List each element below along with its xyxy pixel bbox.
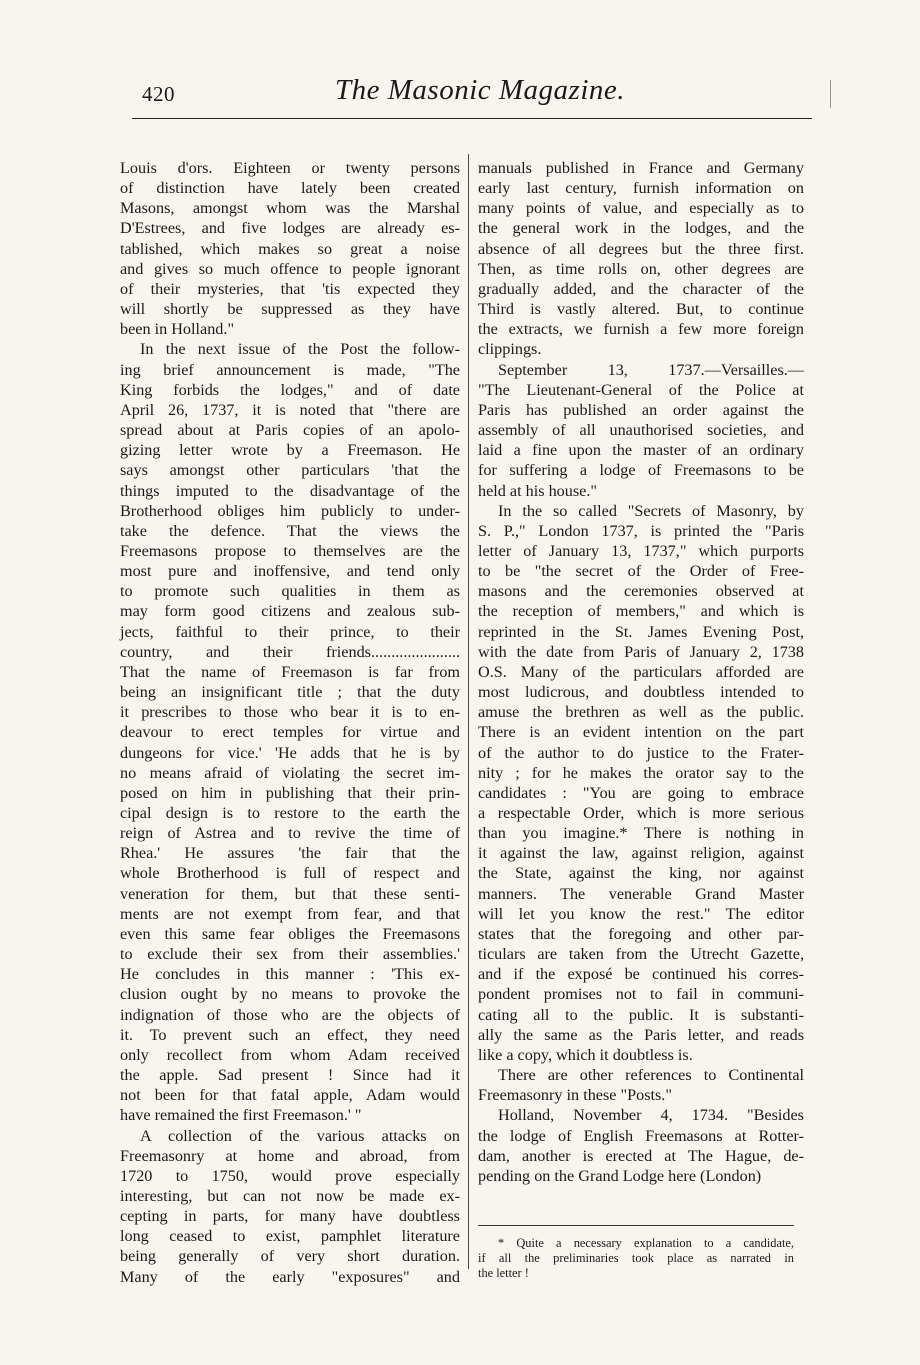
text-line: He concludes in this manner : 'This ex-	[120, 965, 460, 984]
text-line: laid a fine upon the master of an ordinary	[478, 441, 804, 460]
text-line: That the name of Freemason is far from	[120, 662, 460, 681]
text-line: than you imagine.* There is nothing in	[478, 824, 804, 843]
text-line: the extracts, we furnish a few more foreign	[478, 320, 804, 339]
footnote-line: the letter !	[478, 1266, 529, 1280]
text-line: ing brief announcement is made, "The	[120, 360, 460, 379]
footnote-line: if all the preliminaries took place as narrated in	[478, 1251, 794, 1265]
text-line: to promote such qualities in them as	[120, 582, 460, 601]
text-line: candidates : "You are going to embrace	[478, 783, 804, 802]
text-line: clusion ought by no means to provoke the	[120, 985, 460, 1004]
text-line: the apple. Sad present ! Since had it	[120, 1066, 460, 1085]
text-line: the State, against the king, nor against	[478, 864, 804, 883]
text-line: interesting, but can not now be made ex-	[120, 1186, 460, 1205]
text-line: Louis d'ors. Eighteen or twenty persons	[120, 159, 460, 177]
text-line: will shortly be suppressed as they have	[120, 300, 460, 319]
text-line: amuse the brethren as well as the public.	[478, 703, 804, 722]
text-line: There is an evident intention on the part	[478, 723, 804, 742]
text-line: even this same fear obliges the Freemasons	[120, 924, 460, 943]
text-line: dungeons for vice.' 'He adds that he is by	[120, 743, 460, 762]
text-line: 1720 to 1750, would prove especially	[120, 1166, 460, 1185]
text-line: S. P.," London 1737, is printed the "Paris	[478, 521, 804, 540]
running-title: The Masonic Magazine.	[335, 74, 625, 106]
text-line: absence of all degrees but the three first.	[478, 239, 804, 258]
footnote	[478, 1236, 794, 1281]
text-line: D'Estrees, and five lodges are already es-	[120, 219, 460, 238]
text-line: to be "the secret of the Order of Free-	[478, 562, 804, 581]
text-line: things imputed to the disadvantage of the	[120, 481, 460, 500]
header-rule	[132, 118, 812, 119]
margin-mark	[830, 80, 831, 108]
text-line: tablished, which makes so great a noise	[120, 239, 460, 258]
text-line: reign of Astrea and to revive the time of	[120, 824, 460, 843]
text-line: for suffering a lodge of Freemasons to be	[478, 461, 804, 480]
text-line: pending on the Grand Lodge here (London)	[478, 1166, 762, 1185]
text-line: assembly of all unauthorised societies, and	[478, 421, 804, 440]
text-line: A collection of the various attacks on	[140, 1126, 460, 1145]
text-line: gradually added, and the character of the	[478, 279, 804, 298]
text-line: Rhea.' He assures 'the fair that the	[120, 844, 460, 863]
text-line: In the so called "Secrets of Masonry, by	[498, 501, 804, 520]
text-line: country, and their friends......................	[120, 642, 460, 661]
text-line: being generally of very short duration.	[120, 1247, 460, 1266]
text-line: pondent promises not to fail in communi-	[478, 985, 804, 1004]
text-line: it. To prevent such an effect, they need	[120, 1025, 460, 1044]
text-line: gizing letter wrote by a Freemason. He	[120, 441, 460, 460]
text-line: King forbids the lodges," and of date	[120, 380, 460, 399]
text-line: manners. The venerable Grand Master	[478, 884, 804, 903]
text-line: letter of January 13, 1737," which purports	[478, 541, 804, 560]
text-line: early last century, furnish information on	[478, 179, 804, 198]
text-line: masons and the ceremonies observed at	[478, 582, 804, 601]
text-line: Third is vastly altered. But, to continue	[478, 300, 804, 319]
text-line: "The Lieutenant-General of the Police at	[478, 380, 804, 399]
text-line: Freemasonry at home and abroad, from	[120, 1146, 460, 1165]
text-line: of the author to do justice to the Frater-	[478, 743, 804, 762]
text-line: not been for that fatal apple, Adam would	[120, 1086, 460, 1105]
text-line: no means afraid of violating the secret im-	[120, 763, 460, 782]
text-line: Masons, amongst whom was the Marshal	[120, 199, 460, 218]
text-line: Freemasonry in these "Posts."	[478, 1086, 672, 1105]
text-line: cipal design is to restore to the earth the	[120, 804, 460, 822]
text-line: dam, another is erected at The Hague, de-	[478, 1146, 804, 1165]
text-line: most pure and inoffensive, and tend only	[120, 562, 460, 581]
text-line: There are other references to Continental	[498, 1066, 804, 1085]
text-line: posed on him in publishing that their prin-	[120, 783, 460, 802]
text-line: deavour to erect temples for virtue and	[120, 723, 460, 742]
right-column	[478, 158, 804, 1186]
text-line: may form good citizens and zealous sub-	[120, 602, 460, 621]
text-line: long ceased to exist, pamphlet literature	[120, 1227, 460, 1246]
text-line: ticulars are taken from the Utrecht Gazette,	[478, 945, 804, 964]
text-line: Freemasons propose to themselves are the	[120, 541, 460, 560]
text-line: take the defence. That the views the	[120, 521, 460, 540]
text-line: says amongst other particulars 'that the	[120, 461, 460, 480]
column-divider	[468, 154, 469, 1269]
text-line: Paris has published an order against the	[478, 400, 804, 419]
text-line: cepting in parts, for many have doubtless	[120, 1207, 460, 1226]
text-line: nity ; for he makes the orator say to the	[478, 763, 804, 782]
text-line: the lodge of English Freemasons at Rotter-	[478, 1126, 804, 1145]
text-line: Holland, November 4, 1734. "Besides	[498, 1106, 804, 1125]
text-line: ally the same as the Paris letter, and reads	[478, 1025, 804, 1044]
text-line: veneration for them, but that these senti-	[120, 884, 460, 903]
text-line: spread about at Paris copies of an apolo-	[120, 421, 460, 440]
text-line: will let you know the rest." The editor	[478, 904, 804, 923]
text-line: of their mysteries, that 'tis expected they	[120, 279, 460, 298]
text-line: clippings.	[478, 340, 542, 359]
text-line: manuals published in France and Germany	[478, 159, 804, 177]
text-line: the general work in the lodges, and the	[478, 219, 804, 238]
text-line: held at his house."	[478, 481, 598, 500]
text-line: been in Holland."	[120, 320, 235, 339]
text-line: like a copy, which it doubtless is.	[478, 1045, 693, 1064]
text-line: have remained the first Freemason.' "	[120, 1106, 362, 1125]
text-line: April 26, 1737, it is noted that "there are	[120, 400, 460, 419]
text-line: cating all to the public. It is substanti-	[478, 1005, 804, 1024]
text-line: reprinted in the St. James Evening Post,	[478, 622, 804, 641]
text-line: O.S. Many of the particulars afforded are	[478, 662, 804, 681]
text-line: a respectable Order, which is more serious	[478, 804, 804, 822]
text-line: the reception of members," and which is	[478, 602, 804, 621]
text-line: of distinction have lately been created	[120, 179, 460, 198]
text-line: being an insignificant title ; that the duty	[120, 683, 460, 702]
left-column	[120, 158, 460, 1287]
text-line: whole Brotherhood is full of respect and	[120, 864, 460, 883]
text-line: Then, as time rolls on, other degrees are	[478, 259, 804, 278]
text-line: many points of value, and especially as to	[478, 199, 804, 218]
text-line: with the date from Paris of January 2, 1738	[478, 642, 804, 661]
text-line: indignation of those who are the objects of	[120, 1005, 460, 1024]
footnote-line: * Quite a necessary explanation to a candidate,	[498, 1236, 794, 1250]
text-line: most ludicrous, and doubtless intended to	[478, 683, 804, 702]
text-line: it against the law, against religion, against	[478, 844, 804, 863]
text-line: In the next issue of the Post the follow-	[140, 340, 460, 359]
text-line: it prescribes to those who bear it is to en-	[120, 703, 460, 722]
page-number: 420	[142, 82, 175, 106]
text-line: Many of the early "exposures" and	[120, 1267, 460, 1286]
text-line: and if the exposé be continued his corres-	[478, 965, 804, 984]
text-line: ments are not exempt from fear, and that	[120, 904, 460, 923]
text-line: only recollect from whom Adam received	[120, 1045, 460, 1064]
text-line: to exclude their sex from their assemblies.'	[120, 945, 460, 964]
text-line: September 13, 1737.—Versailles.—	[498, 360, 804, 379]
text-line: jects, faithful to their prince, to their	[120, 622, 460, 641]
text-line: states that the foregoing and other par-	[478, 924, 804, 943]
footnote-rule	[478, 1225, 794, 1226]
text-line: Brotherhood obliges him publicly to under-	[120, 501, 460, 520]
text-line: and gives so much offence to people ignorant	[120, 259, 460, 278]
